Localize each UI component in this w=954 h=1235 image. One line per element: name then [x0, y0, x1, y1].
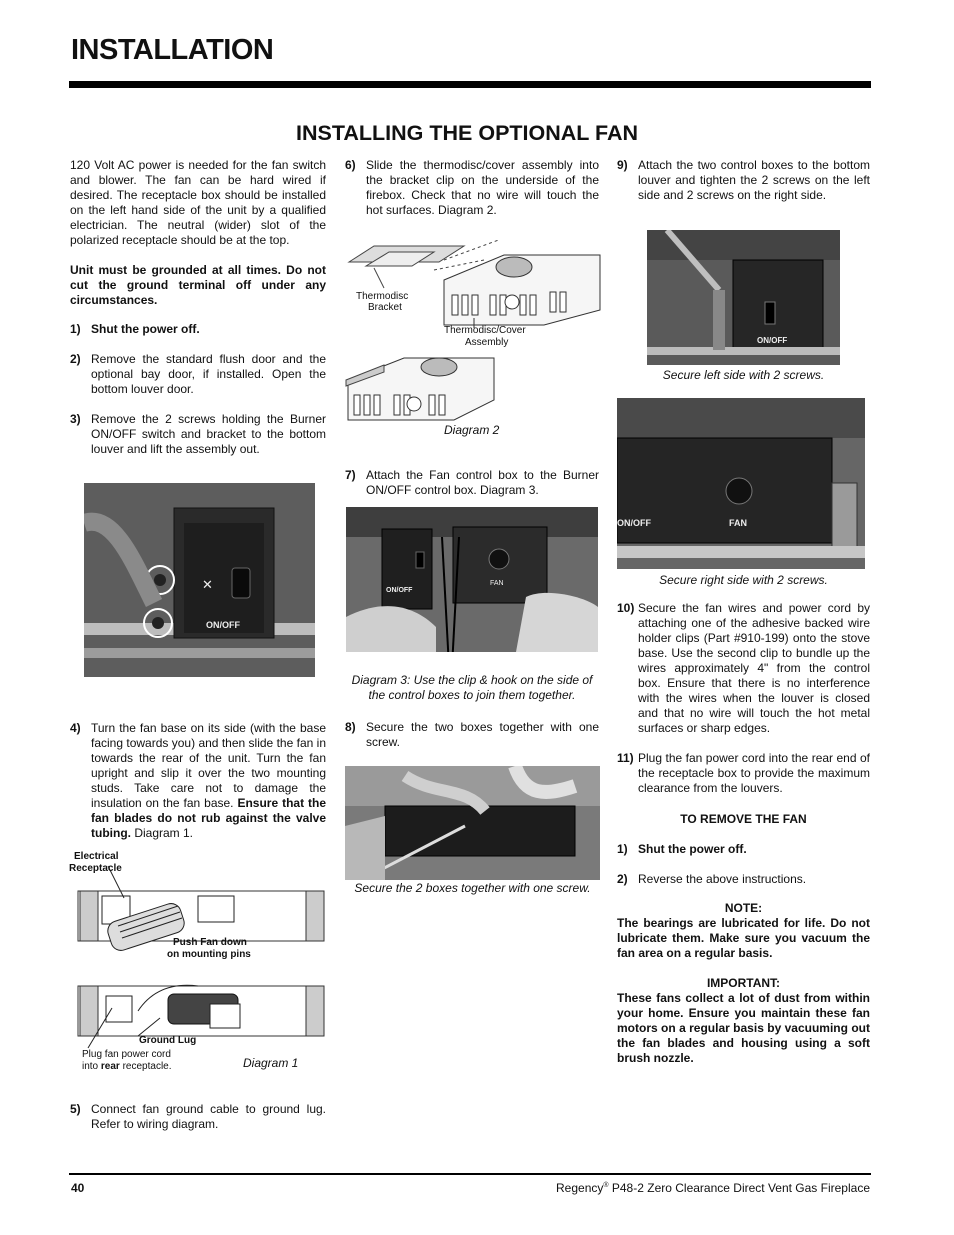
svg-text:✕: ✕ [202, 577, 213, 592]
step-number: 3) [70, 412, 81, 426]
header-rule [69, 81, 871, 88]
footer-brand: Regency [556, 1181, 604, 1195]
step-text: Remove the 2 screws holding the Burner ON/OFF switch and bracket to the bottom louver and lift the assembly out. [91, 412, 326, 456]
step-text: Shut the power off. [638, 842, 747, 856]
column-2 [345, 158, 599, 218]
diagram-2 [344, 240, 606, 445]
column-1-lower [70, 721, 326, 841]
note-heading: NOTE: [724, 901, 763, 915]
screw-photo [345, 766, 600, 880]
step-5 [70, 1102, 326, 1132]
footer-registered: ® [603, 1182, 609, 1189]
step-6 [345, 158, 599, 218]
diagram-3-photo [346, 507, 598, 652]
column-3 [617, 158, 870, 203]
step-text: Connect fan ground cable to ground lug. Refer to wiring diagram. [91, 1102, 326, 1131]
remove-step-2 [617, 872, 870, 887]
left-side-caption: Secure left side with 2 screws. [662, 368, 825, 382]
fan-label: FAN [729, 518, 747, 528]
step-number: 9) [617, 158, 628, 172]
diagram-1-caption: Diagram 1 [243, 1056, 299, 1070]
step-8 [345, 720, 599, 750]
step-4 [70, 721, 326, 841]
ground-lug-label: Ground Lug [139, 1035, 197, 1046]
column-1-step-5 [70, 1102, 326, 1132]
step-1 [70, 322, 326, 337]
remove-fan-heading: TO REMOVE THE FAN [680, 812, 807, 826]
step-number: 5) [70, 1102, 81, 1116]
step-text: Shut the power off. [91, 322, 200, 336]
column-2-step-7 [345, 468, 599, 498]
plug-label-text: into [82, 1061, 101, 1072]
step-number: 11) [617, 751, 634, 765]
page-title: INSTALLATION [71, 34, 274, 66]
step-text: Plug the fan power cord into the rear end of the receptacle box to provide the maximum clearance from the louvers. [638, 751, 870, 795]
footer-rule [69, 1173, 871, 1175]
push-fan-label-2: on mounting pins [167, 949, 251, 960]
footer-title [556, 1181, 870, 1195]
fan-label: FAN [490, 580, 504, 587]
step-11 [617, 751, 870, 796]
step-number: 10) [617, 601, 635, 615]
section-title: INSTALLING THE OPTIONAL FAN [296, 121, 639, 145]
step-text: Attach the Fan control box to the Burner ON/OFF control box. Diagram 3. [366, 468, 599, 497]
important-text: These fans collect a lot of dust from within your home. Ensure you maintain these fan motors on a regular basis by vacuuming out the fan blades and housing using a soft brush nozzle. [617, 991, 870, 1065]
plug-label-bold: rear [100, 1061, 120, 1072]
step-text: Attach the two control boxes to the bottom louver and tighten the 2 screws on the left side and 2 screws on the right side. [638, 158, 870, 202]
screw-photo-caption: Secure the 2 boxes together with one screw. [354, 881, 591, 895]
electrical-label: Electrical [74, 851, 119, 862]
step-number: 1) [617, 842, 628, 856]
diagram-2-caption: Diagram 2 [444, 423, 500, 437]
step-10 [617, 601, 870, 736]
ground-warning: Unit must be grounded at all times. Do not cut the ground terminal off under any circumstances. [70, 263, 326, 307]
step-text: Slide the thermodisc/cover assembly into the bracket clip on the underside of the firebox. Check that no wire will touch the hot surfaces. Diagram 2. [366, 158, 599, 217]
thermodisc-bracket-label-2: Bracket [368, 302, 402, 313]
intro-paragraph: 120 Volt AC power is needed for the fan switch and blower. The fan can be hard wired if desired. The receptacle box should be installed on the left hand side of the unit by a qualified electrician. The neutral (wider) slot of the polarized receptacle should be at the top. [70, 158, 326, 247]
step-2 [70, 352, 326, 397]
step-text-part: Turn the fan base on its side (with the base facing towards you) and then slide the fan in towards the rear of the unit. Turn the fan upright and slip it over the two mounting studs. Take care not to damage the insulation on the fan base. [91, 721, 326, 810]
remove-step-1 [617, 842, 870, 857]
receptacle-label: Receptacle [69, 863, 122, 874]
plug-label-1: Plug fan power cord [82, 1049, 171, 1060]
column-2-step-8 [345, 720, 599, 750]
step-text-bold: Ensure that the fan blades do not rub against the valve tubing. [91, 796, 326, 840]
step-number: 7) [345, 468, 356, 482]
step-number: 1) [70, 322, 81, 336]
step-number: 6) [345, 158, 356, 172]
important-heading: IMPORTANT: [706, 976, 781, 990]
step-text: Secure the fan wires and power cord by attaching one of the adhesive backed wire holder clips (Part #910-199) onto the stove base. Use the second clip to bundle up the wires approximately 4" from the control box. Ensure that there is no interference with the wires when the louver is closed and that no wire will touch the hot metal surfaces or sharp edges. [638, 601, 870, 735]
step-number: 8) [345, 720, 356, 734]
right-side-photo [617, 398, 865, 569]
diagram-3-caption: Diagram 3: Use the clip & hook on the side of the control boxes to join them together. [351, 673, 593, 702]
thermodisc-cover-label-1: Thermodisc/Cover [444, 325, 526, 336]
onoff-label: ON/OFF [206, 620, 240, 630]
column-3-lower [617, 601, 870, 1066]
plug-label-2 [82, 1061, 172, 1072]
step-9 [617, 158, 870, 203]
diagram-1 [68, 846, 330, 1078]
thermodisc-bracket-label-1: Thermodisc [356, 291, 409, 302]
step-number: 4) [70, 721, 81, 735]
left-side-photo [647, 230, 840, 365]
plug-label-text: receptacle. [119, 1061, 172, 1072]
step-text: Secure the two boxes together with one screw. [366, 720, 599, 749]
thermodisc-cover-label-2: Assembly [465, 337, 509, 348]
step-text-part: Diagram 1. [130, 826, 194, 840]
right-side-caption: Secure right side with 2 screws. [659, 573, 828, 587]
onoff-label: ON/OFF [617, 518, 651, 528]
footer-product: P48-2 Zero Clearance Direct Vent Gas Fireplace [608, 1181, 870, 1195]
step-text: Reverse the above instructions. [638, 872, 807, 886]
onoff-label: ON/OFF [386, 587, 413, 594]
push-fan-label-1: Push Fan down [173, 937, 247, 948]
note-text: The bearings are lubricated for life. Do not lubricate them. Make sure you vacuum the fan area on a regular basis. [617, 916, 870, 960]
step-7 [345, 468, 599, 498]
step-number: 2) [70, 352, 81, 366]
step-text: Remove the standard flush door and the optional bay door, if installed. Open the bottom louver door. [91, 352, 326, 396]
step-text [91, 721, 326, 841]
page-number: 40 [71, 1181, 85, 1195]
switch-removal-photo [84, 483, 315, 677]
onoff-label: ON/OFF [757, 336, 788, 345]
step-number: 2) [617, 872, 628, 886]
column-1 [70, 158, 326, 457]
step-3 [70, 412, 326, 457]
